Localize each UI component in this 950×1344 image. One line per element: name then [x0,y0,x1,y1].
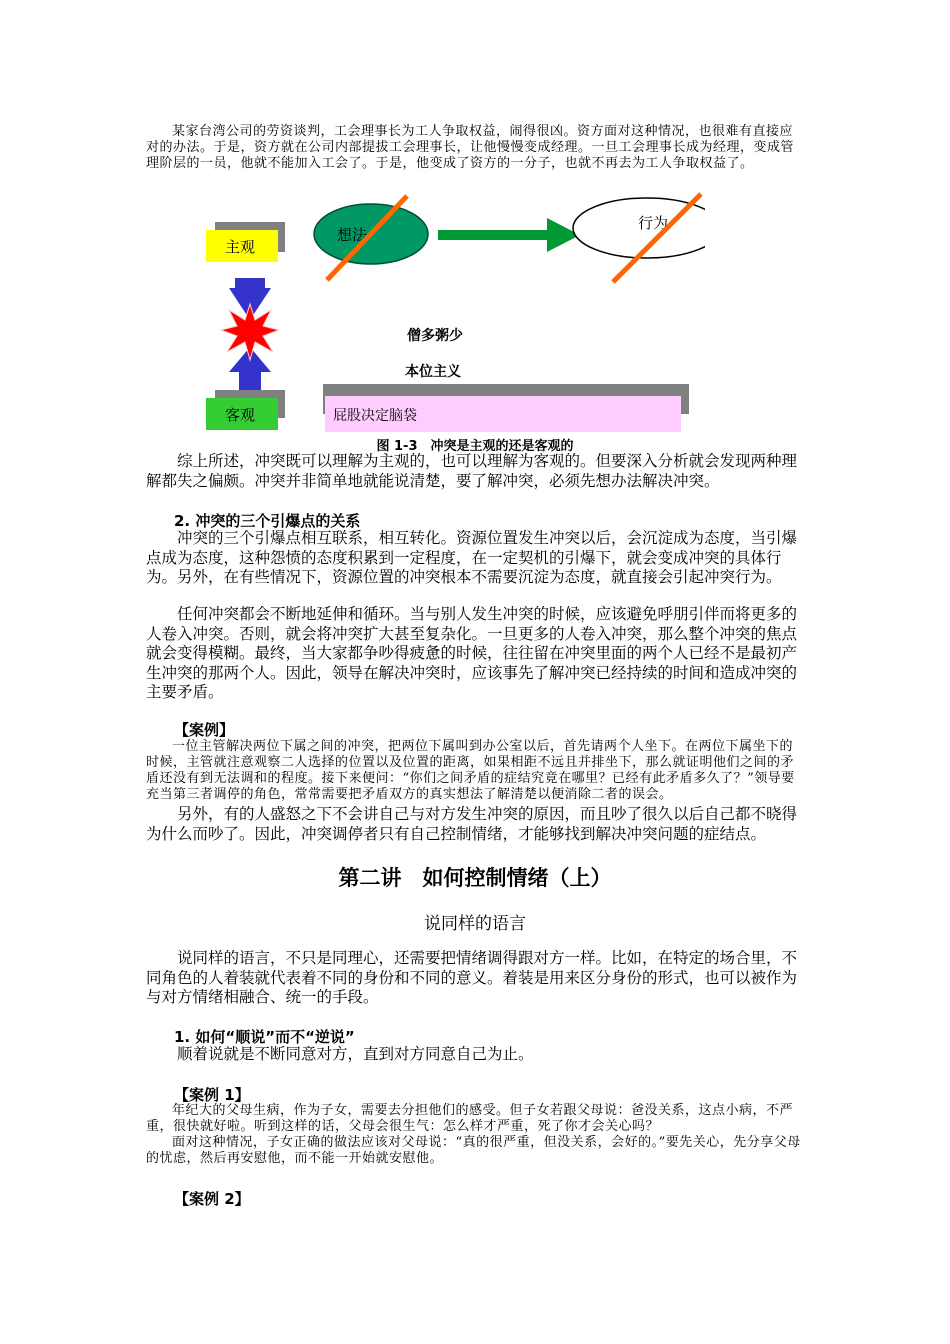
summary-paragraph: 综上所述，冲突既可以理解为主观的，也可以理解为客观的。但要深入分析就会发现两种理解都失之偏颇。冲突并非简单地就能说清楚，要了解冲突，必须先想办法解决冲突。 [146,452,798,490]
lecture-title: 第二讲 如何控制情绪（上） [338,866,612,890]
lecture-subtitle: 说同样的语言 [424,914,526,934]
departmentalism-label: 本位主义 [405,364,461,380]
objective-label: 客观 [225,406,256,424]
after-case-paragraph: 另外，有的人盛怒之下不会讲自己与对方发生冲突的原因，而且吵了很久以后自己都不晓得为什么而吵了。因此，冲突调停者只有自己控制情绪，才能够找到解决冲突问题的症结点。 [146,805,798,843]
intro-case-paragraph: 某家台湾公司的劳资谈判，工会理事长为工人争取权益，闹得很凶。资方面对这种情况，也很难有直接应对的办法。于是，资方就在公司内部提拔工会理事长，让他慢慢变成经理。一旦工会理事长成为经理，变成管理阶层的一员，他就不能加入工会了。于是，他变成了资方的一分子，也就不再去为工人争取权益了。 [146,124,795,171]
case2-label: 【案例 2】 [174,1190,250,1208]
scarcity-label: 僧多粥少 [407,328,463,344]
case1-text-1: 年纪大的父母生病，作为子女，需要去分担他们的感受。但子女若跟父母说：爸没关系，这点小病，不严重，很快就好啦。听到这样的话，父母会很生气：怎么样才严重，死了你才会关心吗？ [146,1103,794,1134]
section2-paragraph-2: 任何冲突都会不断地延伸和循环。当与别人发生冲突的时候，应该避免呼朋引伴而将更多的人卷入冲突。否则，就会将冲突扩大甚至复杂化。一旦更多的人卷入冲突，那么整个冲突的焦点就会变得模糊。最终，当大家都争吵得疲惫的时候，往往留在冲突里面的两个人已经不是最初产生冲突的那两个人。因此，领导在解决冲突时，应该事先了解冲突已经持续的时间和造成冲突的主要矛盾。 [146,605,798,701]
sub1-paragraph: 顺着说就是不断同意对方，直到对方同意自己为止。 [177,1045,534,1063]
case-text: 一位主管解决两位下属之间的冲突，把两位下属叫到办公室以后，首先请两个人坐下。在两位下属坐下的时候，主管就注意观察二人选择的位置以及位置的距离，如果相距不远且并排坐下，那么就证明他们之间的矛盾还没有到无法调和的程度。接下来便问：“你们之间矛盾的症结究竟在哪里？已经有此矛盾多久了？”领导要充当第三者调停的角色，常常需要把矛盾双方的真实想法了解清楚以便消除二者的误会。 [146,739,795,802]
butt-label: 屁股决定脑袋 [333,408,417,424]
sub1-heading: 1. 如何“顺说”而不“逆说” [174,1028,355,1046]
section2-heading: 2. 冲突的三个引爆点的关系 [174,512,361,530]
case1-text-2: 面对这种情况，子女正确的做法应该对父母说：“真的很严重，但没关系，会好的。”要先关心，先分享父母的忧虑，然后再安慰他，而不能一开始就安慰他。 [146,1135,801,1166]
case-label: 【案例】 [174,721,235,739]
explosion-star [221,304,279,360]
action-label: 行为 [638,214,669,232]
section2-paragraph-1: 冲突的三个引爆点相互联系，相互转化。资源位置发生冲突以后，会沉淀成为态度，当引爆点成为态度，这种怨愤的态度积累到一定程度，在一定契机的引爆下，就会变成冲突的具体行为。另外，在有些情况下，资源位置的冲突根本不需要沉淀为态度，就直接会引起冲突行为。 [146,529,798,586]
conflict-figure [195,192,705,442]
lecture-paragraph: 说同样的语言，不只是同理心，还需要把情绪调得跟对方一样。比如，在特定的场合里，不同角色的人着装就代表着不同的身份和不同的意义。着装是用来区分身份的形式，也可以被作为与对方情绪相融合、统一的手段。 [146,949,798,1006]
green-arrow-shaft [438,230,548,240]
idea-label: 想法 [337,226,368,244]
subjective-label: 主观 [225,238,256,256]
figure-caption: 图 1-3 冲突是主观的还是客观的 [376,439,574,454]
case1-label: 【案例 1】 [174,1086,250,1104]
